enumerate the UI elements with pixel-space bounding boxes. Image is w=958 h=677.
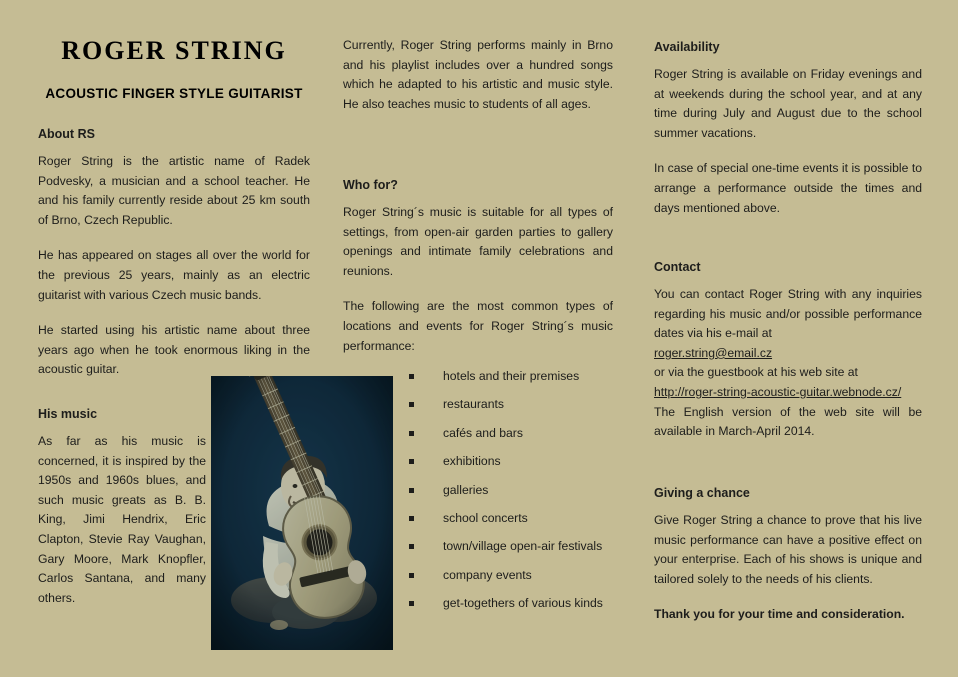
venue-list-items — [409, 368, 624, 611]
list-item — [409, 396, 624, 412]
list-item — [409, 595, 624, 611]
page-subtitle: ACOUSTIC FINGER STYLE GUITARIST — [45, 86, 303, 101]
about-paragraph: Roger String is the artistic name of Radek Podvesky, a musician and a school teacher. He and his family currently reside about 25 km south of Brno, Czech Republic. — [38, 154, 310, 227]
contact-email-line — [654, 344, 922, 364]
about-section — [38, 127, 310, 380]
his-music-paragraph: As far as his music is concerned, it is inspired by the 1950s and 1960s blues, and such music greats as B. B. King, Jimi Hendrix, Eric Clapton, Stevie Ray Vaughan, Gary Moore, Mark Knopfler, Carlos Santana, and many others. — [38, 434, 206, 605]
list-item-label: company events — [443, 567, 532, 582]
square-bullet-icon — [409, 374, 414, 379]
his-music-section — [38, 407, 206, 608]
availability-paragraph: In case of special one-time events it is possible to arrange a performance outside the times and days mentioned above. — [654, 161, 922, 215]
who-for-section — [343, 178, 613, 356]
about-heading: About RS — [38, 127, 95, 141]
square-bullet-icon — [409, 459, 414, 464]
list-item-label: restaurants — [443, 397, 504, 412]
availability-paragraph: Roger String is available on Friday evenings and at weekends during the school year, and at any time during July and August due to the school summer vacations. — [654, 67, 922, 140]
list-item-label: exhibitions — [443, 454, 501, 469]
closing-line: Thank you for your time and consideration. — [654, 607, 905, 622]
giving-a-chance-paragraph: Give Roger String a chance to prove that his live music performance can have a positive effect on your enterprise. Each of his shows is unique and tailored solely to the needs of his clients. — [654, 513, 922, 586]
list-item-label: get-togethers of various kinds — [443, 596, 603, 611]
giving-a-chance-heading: Giving a chance — [654, 486, 750, 500]
square-bullet-icon — [409, 516, 414, 521]
list-item — [409, 453, 624, 469]
list-item-label: school concerts — [443, 510, 528, 525]
email-link[interactable]: roger.string@email.cz — [654, 345, 773, 360]
contact-section — [654, 260, 922, 442]
list-item-label: cafés and bars — [443, 425, 523, 440]
guestbook-intro: or via the guestbook at his web site at — [654, 365, 858, 380]
about-paragraph: He started using his artistic name about three years ago when he took enormous liking in the acoustic guitar. — [38, 323, 310, 377]
header-block — [38, 36, 310, 101]
intro-paragraph: Currently, Roger String performs mainly in Brno and his playlist includes over a hundred songs which he adapted to his artistic and music style. He also teaches music to students of all ages. — [343, 38, 613, 111]
list-item — [409, 510, 624, 526]
about-paragraph: He has appeared on stages all over the world for the previous 25 years, mainly as an electric guitarist with various Czech music bands. — [38, 248, 310, 302]
square-bullet-icon — [409, 601, 414, 606]
availability-heading: Availability — [654, 40, 720, 54]
square-bullet-icon — [409, 431, 414, 436]
his-music-heading: His music — [38, 407, 98, 421]
list-item-label: hotels and their premises — [443, 369, 580, 383]
giving-a-chance-section — [654, 486, 922, 625]
list-item — [409, 482, 624, 498]
square-bullet-icon — [409, 573, 414, 578]
venue-list — [409, 368, 624, 624]
square-bullet-icon — [409, 402, 414, 407]
list-item — [409, 368, 624, 384]
contact-note: The English version of the web site will be available in March-April 2014. — [654, 404, 922, 439]
list-item — [409, 425, 624, 441]
who-for-paragraph: Roger String´s music is suitable for all types of settings, from open-air garden parties to gallery openings and intimate family celebrations and reunions. — [343, 205, 613, 278]
artist-photo — [211, 376, 393, 650]
contact-intro: You can contact Roger String with any inquiries regarding his music and/or possible performance dates via his e-mail at — [654, 287, 922, 341]
who-for-paragraph: The following are the most common types of locations and events for Roger String´s music performance: — [343, 299, 613, 353]
list-item-label: town/village open-air festivals — [443, 539, 603, 554]
page-title: ROGER STRING — [61, 36, 287, 65]
list-item — [409, 567, 624, 583]
square-bullet-icon — [409, 544, 414, 549]
list-item-label: galleries — [443, 482, 489, 497]
contact-heading: Contact — [654, 260, 701, 274]
list-item — [409, 538, 624, 554]
square-bullet-icon — [409, 488, 414, 493]
intro-section — [343, 36, 613, 114]
website-link[interactable]: http://roger-string-acoustic-guitar.webnode.cz/ — [654, 384, 902, 399]
who-for-heading: Who for? — [343, 178, 398, 192]
website-line — [654, 383, 922, 403]
availability-section — [654, 40, 922, 218]
artist-photo-illustration — [211, 376, 393, 650]
